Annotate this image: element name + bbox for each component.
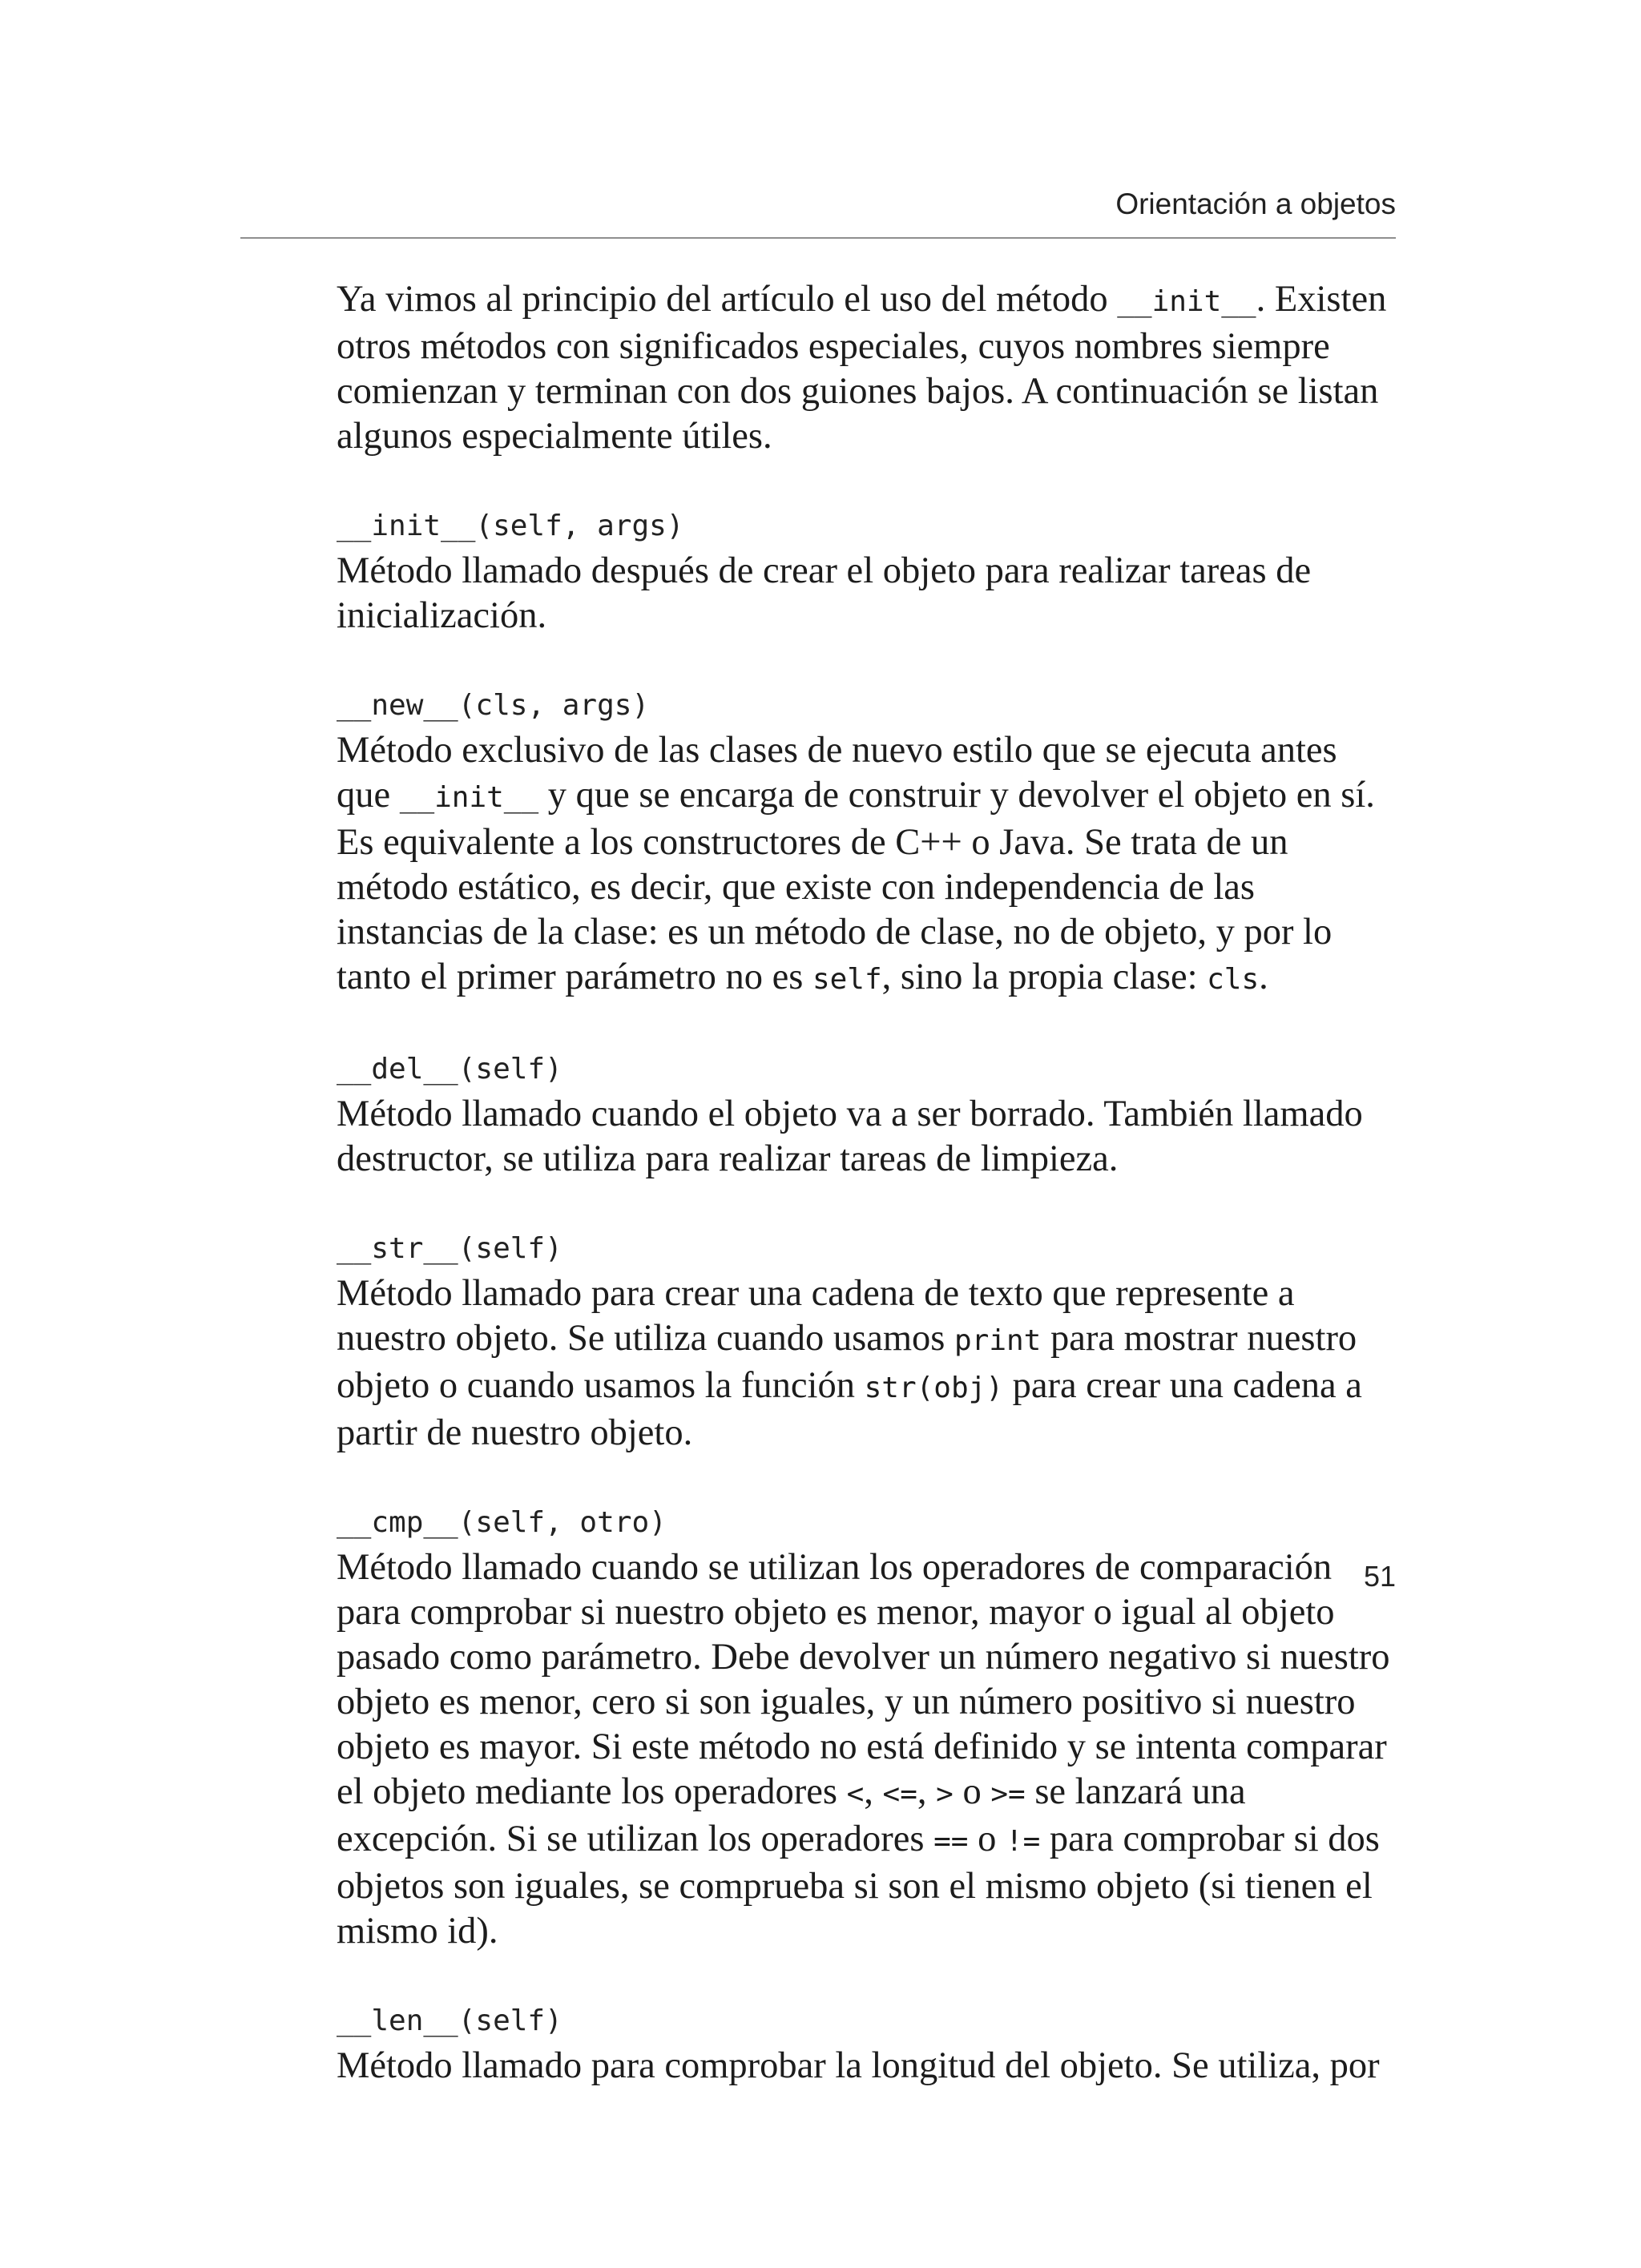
method-description	[337, 2044, 1396, 2089]
method-entry-init	[337, 504, 1396, 639]
inline-code: >=	[990, 1778, 1026, 1811]
method-entry-del	[337, 1047, 1396, 1182]
description-text: Método llamado para crear una cadena de texto que represente a nuestro objeto. Se utiliza cuando usamos	[337, 1273, 1295, 1359]
method-description	[337, 1092, 1396, 1182]
inline-code: ==	[933, 1825, 969, 1858]
method-entry-new	[337, 683, 1396, 1002]
inline-code: <	[846, 1778, 865, 1811]
method-signature: __str__(self)	[337, 1232, 562, 1265]
method-description	[337, 549, 1396, 639]
description-text: Método exclusivo de las clases de nuevo estilo que se ejecuta antes que	[337, 730, 1337, 816]
method-signature: __init__(self, args)	[337, 510, 684, 542]
description-text: , sino la propia clase:	[881, 957, 1208, 997]
description-text: para comprobar si dos objetos son iguales, se comprueba si son el mismo objeto (si tienen el mismo id).	[337, 1819, 1380, 1952]
method-entry-cmp	[337, 1501, 1396, 1954]
description-text: ,	[917, 1771, 937, 1812]
method-signature: __len__(self)	[337, 2004, 562, 2037]
inline-code: !=	[1005, 1825, 1041, 1858]
intro-paragraph	[337, 277, 1396, 459]
method-description	[337, 1545, 1396, 1954]
method-signature: __cmp__(self, otro)	[337, 1506, 667, 1539]
inline-code: <=	[882, 1778, 917, 1811]
method-signature: __new__(cls, args)	[337, 689, 650, 722]
inline-code: self	[812, 963, 882, 996]
intro-text: Ya vimos al principio del artículo el uso del método	[337, 279, 1118, 320]
description-text: para crear una cadena a partir de nuestro objeto.	[337, 1365, 1362, 1453]
page-number: 51	[1363, 1560, 1396, 1593]
description-text: Método llamado cuando el objeto va a ser borrado. También llamado destructor, se utiliza para realizar tareas de limpieza.	[337, 1094, 1363, 1179]
inline-code: >	[936, 1778, 954, 1811]
description-text: .	[1259, 957, 1268, 997]
description-text: ,	[864, 1771, 883, 1812]
method-signature: __del__(self)	[337, 1053, 562, 1086]
description-text: y que se encarga de construir y devolver el objeto en sí. Es equivalente a los constructores de C++ o Java. Se trata de un método estático, es decir, que existe con independencia de las instancias de la clase: es un método de clase, no de objeto, y por lo tanto el primer parámetro no es	[337, 775, 1375, 997]
description-text: se lanzará una excepción. Si se utilizan los operadores	[337, 1771, 1246, 1859]
description-text: Método llamado para comprobar la longitud del objeto. Se utiliza, por	[337, 2045, 1380, 2086]
description-text: o	[953, 1771, 991, 1812]
method-description	[337, 1271, 1396, 1456]
intro-text: . Existen otros métodos con significados especiales, cuyos nombres siempre comienzan y terminan con dos guiones bajos. A continuación se listan algunos especialmente útiles.	[337, 279, 1387, 457]
description-text: para mostrar nuestro objeto o cuando usamos la función	[337, 1318, 1357, 1406]
method-entry-len	[337, 1999, 1396, 2089]
inline-code: print	[954, 1324, 1042, 1357]
inline-code: str(obj)	[864, 1372, 1003, 1404]
description-text: o	[968, 1819, 1006, 1859]
inline-code: __init__	[1117, 285, 1256, 318]
description-text: Método llamado después de crear el objeto para realizar tareas de inicialización.	[337, 550, 1312, 636]
page-header	[240, 179, 1396, 239]
inline-code: __init__	[399, 781, 539, 814]
running-header-title: Orientación a objetos	[1115, 187, 1396, 220]
inline-code: cls	[1207, 963, 1260, 996]
method-description	[337, 728, 1396, 1002]
method-entry-str	[337, 1227, 1396, 1456]
description-text: Método llamado cuando se utilizan los operadores de comparación para comprobar si nuestro objeto es menor, mayor o igual al objeto pasado como parámetro. Debe devolver un número negativo si nuestro objeto es menor, cero si son iguales, y un número positivo si nuestro objeto es mayor. Si este método no está definido y se intenta comparar el objeto mediante los operadores	[337, 1547, 1390, 1812]
page-body	[337, 277, 1396, 2133]
